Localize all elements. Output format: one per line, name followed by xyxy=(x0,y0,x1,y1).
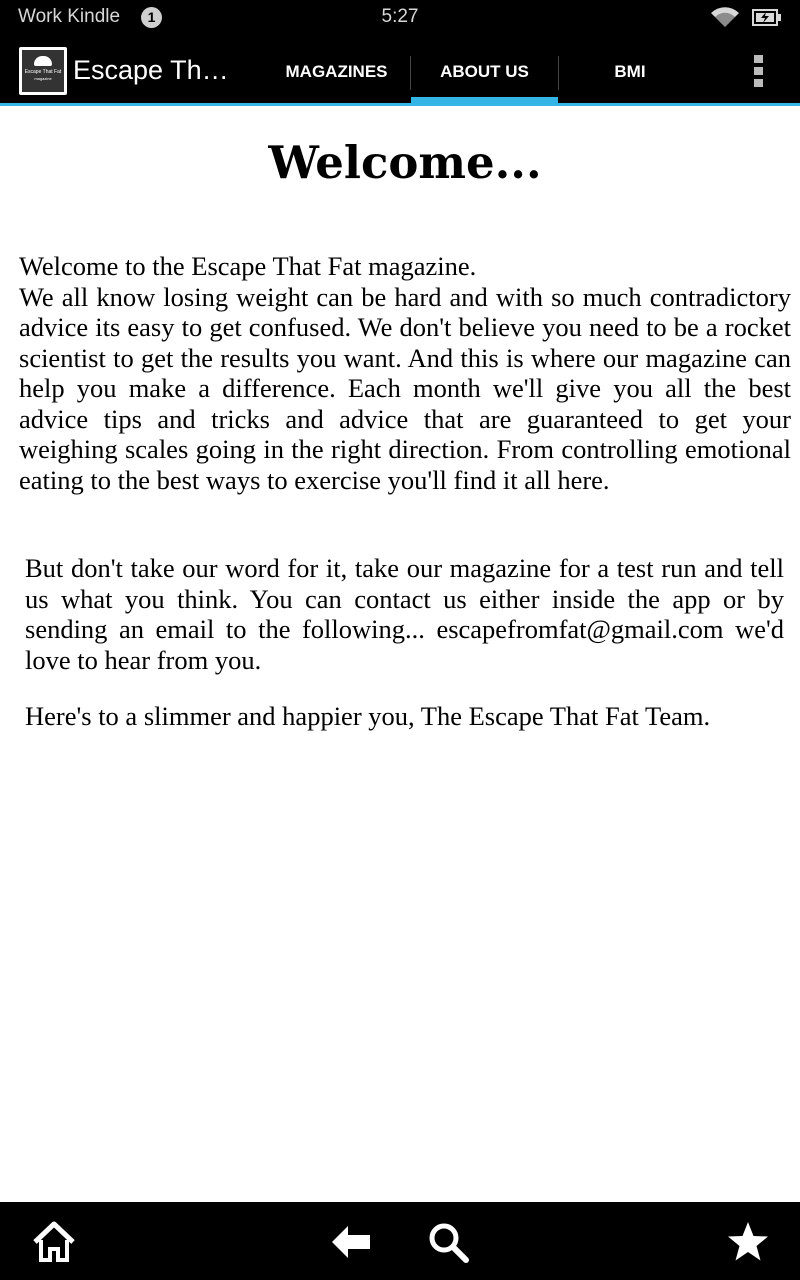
tab-magazines[interactable]: MAGAZINES xyxy=(285,62,388,81)
logo-subtext: magazine xyxy=(34,76,52,81)
app-title[interactable]: Escape Th… xyxy=(73,55,229,85)
search-icon[interactable] xyxy=(424,1218,472,1266)
intro-body: We all know losing weight can be hard and with so much contradictory advice its easy to get confused. We don't believe you need to be a rocket scientist to get the results you want. And this is where our magazine can help you make a difference. Each month we'll give you all the best advice tips and tricks and advice that are guaranteed to get your weighing scales going in the right direction. From controlling emotional eating to the best ways to exercise you'll find it all here. xyxy=(19,281,791,495)
favorite-star-icon[interactable] xyxy=(724,1218,772,1266)
carrier-label: Work Kindle xyxy=(18,6,121,27)
page-title: Welcome... xyxy=(268,136,542,189)
tab-about-us[interactable]: ABOUT US xyxy=(440,62,529,81)
intro-paragraph xyxy=(19,251,791,495)
bottom-navigation xyxy=(0,1202,800,1280)
scale-icon xyxy=(34,56,52,66)
logo-text: Escape That Fat xyxy=(24,69,62,75)
status-bar xyxy=(0,0,800,36)
app-logo-icon[interactable] xyxy=(19,47,67,95)
clock: 5:27 xyxy=(381,6,419,27)
tab-bmi[interactable]: BMI xyxy=(614,62,646,81)
back-arrow-icon[interactable] xyxy=(328,1218,376,1266)
home-icon[interactable] xyxy=(30,1218,78,1266)
wifi-icon xyxy=(709,5,741,29)
signoff-paragraph: Here's to a slimmer and happier you, The Escape That Fat Team. xyxy=(25,701,711,731)
about-content xyxy=(0,106,800,1202)
intro-line: Welcome to the Escape That Fat magazine. xyxy=(19,251,477,281)
battery-icon xyxy=(752,9,782,26)
contact-paragraph: But don't take our word for it, take our magazine for a test run and tell us what you think. You can contact us either inside the app or by sending an email to the following... escapefromfat@gmail.com we'd love to hear from you. xyxy=(25,553,784,675)
notification-badge[interactable]: 1 xyxy=(141,7,162,28)
overflow-menu-icon[interactable] xyxy=(752,55,764,89)
